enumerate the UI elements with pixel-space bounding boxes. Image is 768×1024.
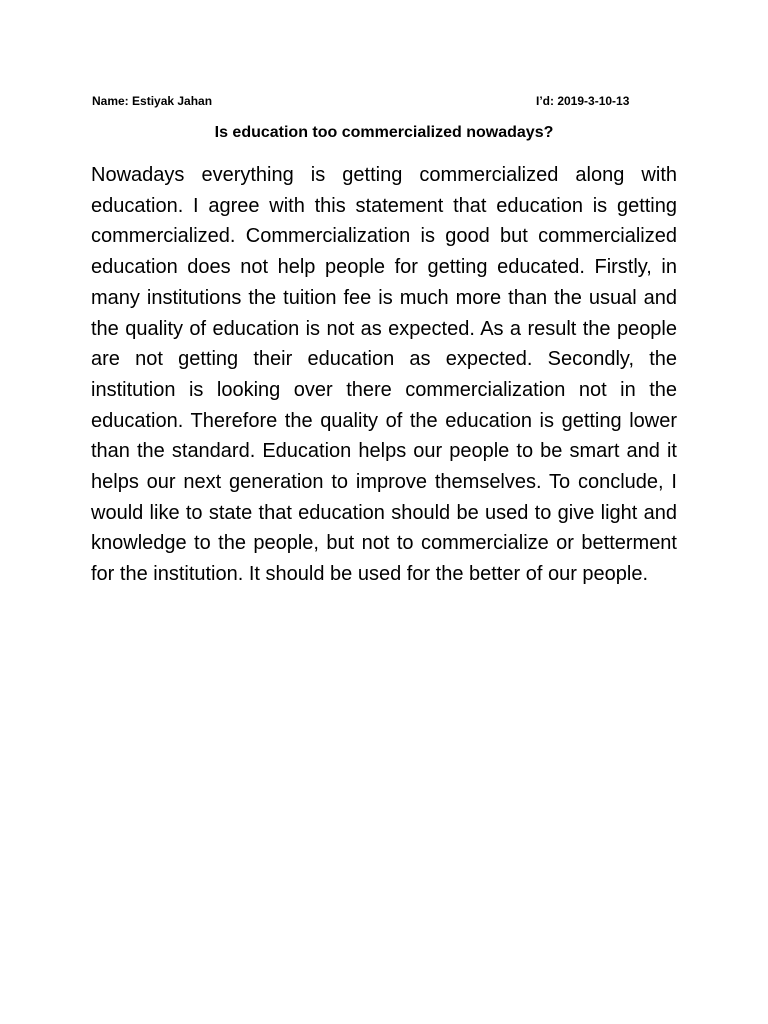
essay-body: Nowadays everything is getting commercialized along with education. I agree with this statement that education is getting commercialized. Commercialization is good but commercialized education does not help people for getting educated. Firstly, in many institutions the tuition fee is much more than the usual and the quality of education is not as expected. As a result the people are not getting their education as expected. Secondly, the institution is looking over there commercialization not in the education. Therefore the quality of the education is getting lower than the standard. Education helps our people to be smart and it helps our next generation to improve themselves. To conclude, I would like to state that education should be used to give light and knowledge to the people, but not to commercialize or betterment for the institution. It should be used for the better of our people. (91, 164, 677, 586)
student-id: I’d: 2019-3-10-13 (536, 94, 630, 108)
essay-title: Is education too commercialized nowadays? (214, 124, 554, 141)
author-name: Name: Estiyak Jahan (92, 94, 213, 108)
